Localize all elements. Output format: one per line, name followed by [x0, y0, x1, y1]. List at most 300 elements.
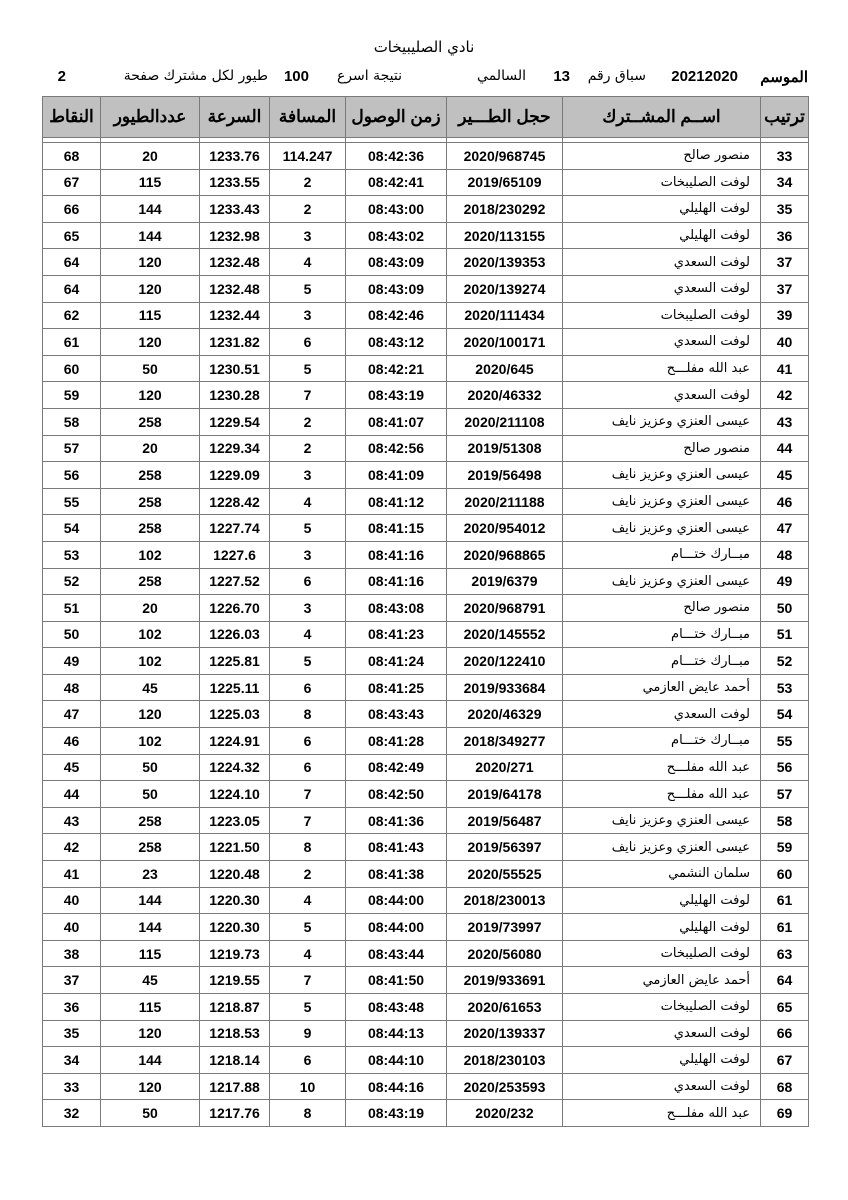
race-number: 13	[553, 68, 570, 85]
arrival-cell: 08:44:10	[346, 1047, 447, 1074]
participant-cell: لوفت السعدي	[563, 275, 761, 302]
table-row	[43, 462, 809, 489]
participant-cell: مبــارك ختـــام	[563, 648, 761, 675]
arrival-cell: 08:41:25	[346, 674, 447, 701]
speed-cell: 1229.09	[200, 462, 270, 489]
points-cell: 55	[43, 488, 101, 515]
arrival-cell: 08:41:24	[346, 648, 447, 675]
ring-cell: 2020/232	[447, 1100, 563, 1127]
rank-cell: 33	[761, 143, 809, 170]
participant-cell: لوفت السعدي	[563, 249, 761, 276]
arrival-cell: 08:43:09	[346, 275, 447, 302]
rank-cell: 68	[761, 1073, 809, 1100]
distance-cell: 6	[270, 674, 346, 701]
season-label: الموسم	[760, 69, 808, 86]
participant-cell: عبد الله مفلـــح	[563, 1100, 761, 1127]
participant-cell: لوفت الهليلي	[563, 887, 761, 914]
rank-cell: 48	[761, 541, 809, 568]
club-title: نادي الصليبيخات	[373, 38, 475, 56]
birds-cell: 50	[101, 1100, 200, 1127]
table-row	[43, 568, 809, 595]
distance-cell: 6	[270, 329, 346, 356]
table-row	[43, 329, 809, 356]
birds-cell: 115	[101, 940, 200, 967]
points-cell: 43	[43, 807, 101, 834]
results-body	[43, 143, 809, 1127]
ring-cell: 2018/230103	[447, 1047, 563, 1074]
distance-cell: 6	[270, 754, 346, 781]
birds-cell: 102	[101, 728, 200, 755]
table-row	[43, 834, 809, 861]
ring-cell: 2020/61653	[447, 994, 563, 1021]
speed-cell: 1232.98	[200, 222, 270, 249]
table-row	[43, 807, 809, 834]
points-cell: 67	[43, 169, 101, 196]
speed-cell: 1230.51	[200, 355, 270, 382]
birds-cell: 102	[101, 621, 200, 648]
ring-cell: 2020/139337	[447, 1020, 563, 1047]
distance-cell: 3	[270, 595, 346, 622]
rank-cell: 59	[761, 834, 809, 861]
participant-cell: عبد الله مفلـــح	[563, 754, 761, 781]
col-ring: حجل الطـــير	[447, 97, 563, 138]
table-row	[43, 1073, 809, 1100]
ring-cell: 2020/100171	[447, 329, 563, 356]
table-row	[43, 169, 809, 196]
arrival-cell: 08:44:16	[346, 1073, 447, 1100]
rank-cell: 52	[761, 648, 809, 675]
rank-cell: 35	[761, 196, 809, 223]
speed-cell: 1223.05	[200, 807, 270, 834]
ring-cell: 2018/349277	[447, 728, 563, 755]
arrival-cell: 08:42:56	[346, 435, 447, 462]
table-row	[43, 674, 809, 701]
speed-cell: 1225.03	[200, 701, 270, 728]
ring-cell: 2020/968745	[447, 143, 563, 170]
rank-cell: 53	[761, 674, 809, 701]
table-row	[43, 887, 809, 914]
col-rank: ترتيب	[761, 97, 809, 138]
arrival-cell: 08:41:12	[346, 488, 447, 515]
participant-cell: مبــارك ختـــام	[563, 728, 761, 755]
table-header-row	[43, 97, 809, 138]
speed-cell: 1220.30	[200, 914, 270, 941]
ring-cell: 2020/139353	[447, 249, 563, 276]
birds-cell: 20	[101, 595, 200, 622]
distance-cell: 10	[270, 1073, 346, 1100]
table-row	[43, 435, 809, 462]
arrival-cell: 08:43:19	[346, 382, 447, 409]
participant-cell: لوفت الصليبخات	[563, 994, 761, 1021]
speed-cell: 1225.11	[200, 674, 270, 701]
participant-cell: لوفت الهليلي	[563, 1047, 761, 1074]
birds-cell: 102	[101, 648, 200, 675]
ring-cell: 2020/46332	[447, 382, 563, 409]
points-cell: 50	[43, 621, 101, 648]
birds-cell: 144	[101, 222, 200, 249]
speed-cell: 1219.55	[200, 967, 270, 994]
table-row	[43, 382, 809, 409]
points-cell: 37	[43, 967, 101, 994]
ring-cell: 2020/253593	[447, 1073, 563, 1100]
table-row	[43, 861, 809, 888]
points-cell: 52	[43, 568, 101, 595]
rank-cell: 37	[761, 275, 809, 302]
ring-cell: 2018/230292	[447, 196, 563, 223]
ring-cell: 2019/56397	[447, 834, 563, 861]
ring-cell: 2020/113155	[447, 222, 563, 249]
distance-cell: 2	[270, 196, 346, 223]
distance-cell: 5	[270, 914, 346, 941]
table-row	[43, 1047, 809, 1074]
distance-cell: 3	[270, 462, 346, 489]
col-arrival: زمن الوصول	[346, 97, 447, 138]
participant-cell: عيسى العنزي وعزيز نايف	[563, 408, 761, 435]
birds-cell: 258	[101, 408, 200, 435]
table-row	[43, 302, 809, 329]
distance-cell: 3	[270, 302, 346, 329]
speed-cell: 1232.48	[200, 275, 270, 302]
speed-cell: 1229.34	[200, 435, 270, 462]
speed-cell: 1218.14	[200, 1047, 270, 1074]
birds-cell: 50	[101, 781, 200, 808]
points-cell: 40	[43, 914, 101, 941]
birds-cell: 20	[101, 435, 200, 462]
arrival-cell: 08:43:48	[346, 994, 447, 1021]
col-participant: اســم المشــترك	[563, 97, 761, 138]
arrival-cell: 08:44:13	[346, 1020, 447, 1047]
speed-cell: 1228.42	[200, 488, 270, 515]
ring-cell: 2020/271	[447, 754, 563, 781]
participant-cell: لوفت السعدي	[563, 329, 761, 356]
rank-cell: 65	[761, 994, 809, 1021]
points-cell: 32	[43, 1100, 101, 1127]
distance-cell: 2	[270, 169, 346, 196]
points-cell: 41	[43, 861, 101, 888]
rank-cell: 36	[761, 222, 809, 249]
speed-cell: 1226.70	[200, 595, 270, 622]
ring-cell: 2020/211188	[447, 488, 563, 515]
distance-cell: 5	[270, 994, 346, 1021]
points-cell: 57	[43, 435, 101, 462]
distance-cell: 4	[270, 940, 346, 967]
participant-cell: عيسى العنزي وعزيز نايف	[563, 515, 761, 542]
ring-cell: 2019/933684	[447, 674, 563, 701]
ring-cell: 2020/954012	[447, 515, 563, 542]
rank-cell: 50	[761, 595, 809, 622]
birds-cell: 45	[101, 674, 200, 701]
speed-cell: 1220.48	[200, 861, 270, 888]
arrival-cell: 08:43:09	[346, 249, 447, 276]
distance-cell: 4	[270, 887, 346, 914]
points-cell: 53	[43, 541, 101, 568]
birds-cell: 120	[101, 382, 200, 409]
speed-cell: 1218.87	[200, 994, 270, 1021]
distance-cell: 8	[270, 1100, 346, 1127]
arrival-cell: 08:42:46	[346, 302, 447, 329]
birds-cell: 144	[101, 887, 200, 914]
birds-cell: 115	[101, 994, 200, 1021]
birds-cell: 120	[101, 1020, 200, 1047]
arrival-cell: 08:43:00	[346, 196, 447, 223]
points-cell: 36	[43, 994, 101, 1021]
ring-cell: 2020/968791	[447, 595, 563, 622]
arrival-cell: 08:44:00	[346, 914, 447, 941]
table-row	[43, 754, 809, 781]
birds-cell: 144	[101, 1047, 200, 1074]
points-cell: 61	[43, 329, 101, 356]
distance-cell: 6	[270, 728, 346, 755]
ring-cell: 2019/56487	[447, 807, 563, 834]
fastest-label: نتيجة اسرع	[336, 68, 402, 84]
speed-cell: 1227.74	[200, 515, 270, 542]
rank-cell: 61	[761, 914, 809, 941]
arrival-cell: 08:41:23	[346, 621, 447, 648]
arrival-cell: 08:42:41	[346, 169, 447, 196]
participant-cell: عبد الله مفلـــح	[563, 781, 761, 808]
arrival-cell: 08:41:15	[346, 515, 447, 542]
rank-cell: 67	[761, 1047, 809, 1074]
distance-cell: 8	[270, 701, 346, 728]
arrival-cell: 08:41:43	[346, 834, 447, 861]
participant-cell: عيسى العنزي وعزيز نايف	[563, 462, 761, 489]
participant-cell: منصور صالح	[563, 595, 761, 622]
participant-cell: مبــارك ختـــام	[563, 621, 761, 648]
points-cell: 51	[43, 595, 101, 622]
points-cell: 47	[43, 701, 101, 728]
table-row	[43, 701, 809, 728]
table-row	[43, 488, 809, 515]
distance-cell: 9	[270, 1020, 346, 1047]
speed-cell: 1219.73	[200, 940, 270, 967]
ring-cell: 2019/64178	[447, 781, 563, 808]
ring-cell: 2020/46329	[447, 701, 563, 728]
speed-cell: 1233.55	[200, 169, 270, 196]
table-row	[43, 967, 809, 994]
distance-cell: 5	[270, 275, 346, 302]
distance-cell: 8	[270, 834, 346, 861]
col-distance: المسافة	[270, 97, 346, 138]
rank-cell: 41	[761, 355, 809, 382]
points-cell: 62	[43, 302, 101, 329]
participant-cell: لوفت الهليلي	[563, 914, 761, 941]
rank-cell: 45	[761, 462, 809, 489]
points-cell: 45	[43, 754, 101, 781]
arrival-cell: 08:41:36	[346, 807, 447, 834]
birds-cell: 50	[101, 355, 200, 382]
ring-cell: 2019/933691	[447, 967, 563, 994]
speed-cell: 1221.50	[200, 834, 270, 861]
arrival-cell: 08:42:36	[346, 143, 447, 170]
points-cell: 64	[43, 275, 101, 302]
arrival-cell: 08:43:08	[346, 595, 447, 622]
speed-cell: 1232.48	[200, 249, 270, 276]
ring-cell: 2019/51308	[447, 435, 563, 462]
speed-cell: 1224.10	[200, 781, 270, 808]
table-row	[43, 408, 809, 435]
ring-cell: 2019/6379	[447, 568, 563, 595]
points-cell: 54	[43, 515, 101, 542]
arrival-cell: 08:43:43	[346, 701, 447, 728]
results-table	[42, 96, 809, 1127]
speed-cell: 1226.03	[200, 621, 270, 648]
arrival-cell: 08:41:50	[346, 967, 447, 994]
distance-cell: 6	[270, 1047, 346, 1074]
participant-cell: لوفت الصليبخات	[563, 940, 761, 967]
per-participant-label: طيور لكل مشترك صفحة	[123, 68, 268, 84]
table-row	[43, 648, 809, 675]
birds-cell: 45	[101, 967, 200, 994]
participant-cell: عيسى العنزي وعزيز نايف	[563, 568, 761, 595]
participant-cell: لوفت الهليلي	[563, 196, 761, 223]
speed-cell: 1224.91	[200, 728, 270, 755]
points-cell: 59	[43, 382, 101, 409]
participant-cell: عيسى العنزي وعزيز نايف	[563, 488, 761, 515]
participant-cell: منصور صالح	[563, 435, 761, 462]
ring-cell: 2020/122410	[447, 648, 563, 675]
ring-cell: 2020/968865	[447, 541, 563, 568]
rank-cell: 60	[761, 861, 809, 888]
race-label: سباق رقم	[587, 68, 646, 84]
birds-cell: 115	[101, 302, 200, 329]
distance-cell: 5	[270, 515, 346, 542]
ring-cell: 2020/211108	[447, 408, 563, 435]
col-speed: السرعة	[200, 97, 270, 138]
points-cell: 40	[43, 887, 101, 914]
rank-cell: 56	[761, 754, 809, 781]
birds-cell: 120	[101, 275, 200, 302]
table-row	[43, 515, 809, 542]
points-cell: 65	[43, 222, 101, 249]
ring-cell: 2020/56080	[447, 940, 563, 967]
ring-cell: 2019/65109	[447, 169, 563, 196]
ring-cell: 2019/73997	[447, 914, 563, 941]
birds-cell: 258	[101, 834, 200, 861]
participant-cell: عبد الله مفلـــح	[563, 355, 761, 382]
arrival-cell: 08:43:19	[346, 1100, 447, 1127]
points-cell: 35	[43, 1020, 101, 1047]
distance-cell: 3	[270, 541, 346, 568]
rank-cell: 63	[761, 940, 809, 967]
points-cell: 60	[43, 355, 101, 382]
arrival-cell: 08:41:38	[346, 861, 447, 888]
points-cell: 34	[43, 1047, 101, 1074]
speed-cell: 1224.32	[200, 754, 270, 781]
birds-cell: 23	[101, 861, 200, 888]
rank-cell: 39	[761, 302, 809, 329]
table-row	[43, 914, 809, 941]
arrival-cell: 08:43:44	[346, 940, 447, 967]
participant-cell: لوفت السعدي	[563, 1020, 761, 1047]
points-cell: 38	[43, 940, 101, 967]
rank-cell: 61	[761, 887, 809, 914]
ring-cell: 2020/645	[447, 355, 563, 382]
ring-cell: 2020/111434	[447, 302, 563, 329]
rank-cell: 58	[761, 807, 809, 834]
points-cell: 44	[43, 781, 101, 808]
rank-cell: 42	[761, 382, 809, 409]
arrival-cell: 08:41:28	[346, 728, 447, 755]
table-row	[43, 249, 809, 276]
race-location: السالمي	[477, 68, 526, 84]
arrival-cell: 08:43:02	[346, 222, 447, 249]
distance-cell: 5	[270, 355, 346, 382]
col-points: النقاط	[43, 97, 101, 138]
points-cell: 42	[43, 834, 101, 861]
speed-cell: 1217.76	[200, 1100, 270, 1127]
table-row	[43, 621, 809, 648]
speed-cell: 1231.82	[200, 329, 270, 356]
points-cell: 58	[43, 408, 101, 435]
speed-cell: 1217.88	[200, 1073, 270, 1100]
distance-cell: 2	[270, 861, 346, 888]
arrival-cell: 08:42:50	[346, 781, 447, 808]
speed-cell: 1218.53	[200, 1020, 270, 1047]
participant-cell: لوفت الصليبخات	[563, 302, 761, 329]
table-row	[43, 728, 809, 755]
birds-cell: 258	[101, 462, 200, 489]
arrival-cell: 08:41:16	[346, 568, 447, 595]
ring-cell: 2020/145552	[447, 621, 563, 648]
distance-cell: 114.247	[270, 143, 346, 170]
participant-cell: سلمان النشمي	[563, 861, 761, 888]
rank-cell: 37	[761, 249, 809, 276]
rank-cell: 43	[761, 408, 809, 435]
speed-cell: 1233.76	[200, 143, 270, 170]
table-row	[43, 222, 809, 249]
distance-cell: 7	[270, 781, 346, 808]
participant-cell: عيسى العنزي وعزيز نايف	[563, 834, 761, 861]
points-cell: 66	[43, 196, 101, 223]
arrival-cell: 08:41:09	[346, 462, 447, 489]
participant-cell: لوفت السعدي	[563, 382, 761, 409]
distance-cell: 5	[270, 648, 346, 675]
birds-cell: 120	[101, 701, 200, 728]
arrival-cell: 08:44:00	[346, 887, 447, 914]
distance-cell: 4	[270, 621, 346, 648]
birds-cell: 258	[101, 807, 200, 834]
table-row	[43, 541, 809, 568]
col-birds: عددالطيور	[101, 97, 200, 138]
distance-cell: 7	[270, 967, 346, 994]
speed-cell: 1230.28	[200, 382, 270, 409]
speed-cell: 1229.54	[200, 408, 270, 435]
rank-cell: 47	[761, 515, 809, 542]
ring-cell: 2019/56498	[447, 462, 563, 489]
rank-cell: 54	[761, 701, 809, 728]
participant-cell: مبــارك ختـــام	[563, 541, 761, 568]
participant-cell: أحمد عايض العازمي	[563, 967, 761, 994]
rank-cell: 40	[761, 329, 809, 356]
participant-cell: لوفت السعدي	[563, 701, 761, 728]
rank-cell: 44	[761, 435, 809, 462]
birds-cell: 20	[101, 143, 200, 170]
table-row	[43, 355, 809, 382]
birds-cell: 258	[101, 488, 200, 515]
arrival-cell: 08:41:16	[346, 541, 447, 568]
distance-cell: 2	[270, 435, 346, 462]
birds-cell: 258	[101, 515, 200, 542]
season-value: 20212020	[671, 68, 738, 85]
distance-cell: 4	[270, 249, 346, 276]
distance-cell: 7	[270, 807, 346, 834]
birds-cell: 144	[101, 914, 200, 941]
distance-cell: 6	[270, 568, 346, 595]
points-cell: 49	[43, 648, 101, 675]
table-row	[43, 143, 809, 170]
arrival-cell: 08:41:07	[346, 408, 447, 435]
points-cell: 68	[43, 143, 101, 170]
